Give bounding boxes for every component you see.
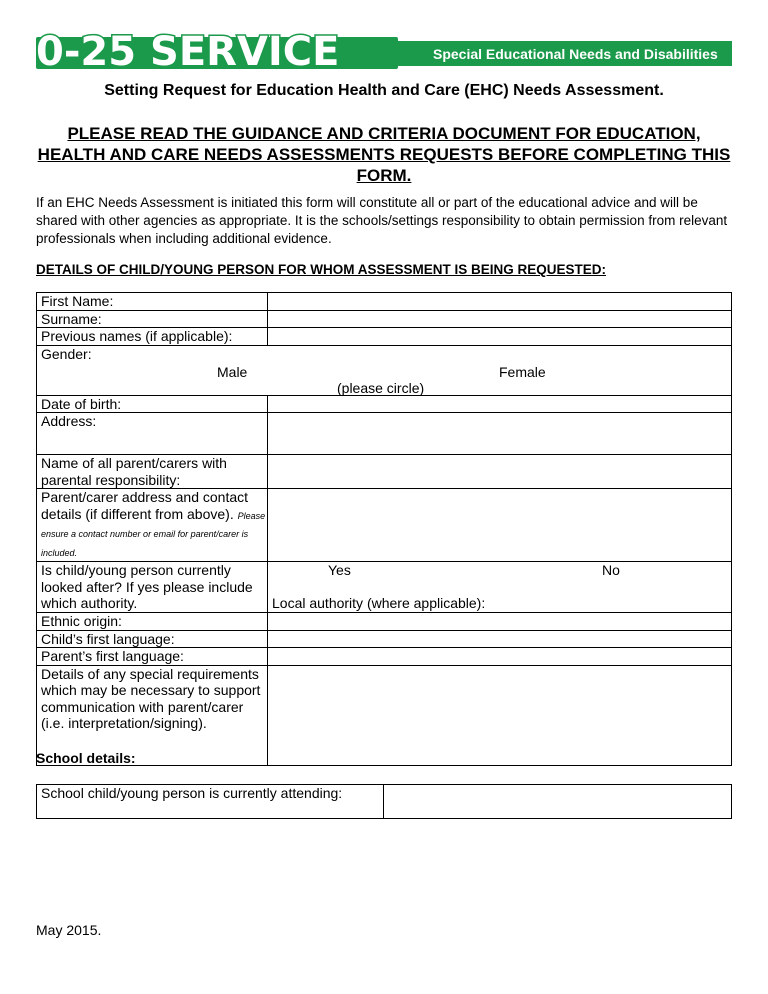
special-requirements-label: Details of any special requirements which may be necessary to support communication with parent/carer (i.e. interpretation/signing). [37, 665, 268, 765]
address-label: Address: [37, 413, 268, 455]
gender-female-option[interactable]: Female [499, 363, 546, 380]
dob-label: Date of birth: [37, 395, 268, 413]
footer-date: May 2015. [36, 922, 102, 938]
special-requirements-field[interactable] [268, 665, 732, 765]
please-circle-note: (please circle) [337, 379, 425, 396]
parent-address-field[interactable] [268, 489, 732, 562]
parent-language-label: Parent’s first language: [37, 648, 268, 666]
local-authority-label: Local authority (where applicable): [272, 595, 486, 611]
first-name-field[interactable] [268, 293, 732, 311]
looked-after-yes[interactable]: Yes [328, 562, 351, 578]
parent-language-field[interactable] [268, 648, 732, 666]
section-heading: DETAILS OF CHILD/YOUNG PERSON FOR WHOM ASSESSMENT IS BEING REQUESTED: [36, 262, 607, 277]
service-banner [36, 29, 732, 75]
gender-male-option[interactable]: Male [217, 363, 248, 380]
gender-row [37, 345, 732, 395]
child-language-field[interactable] [268, 630, 732, 648]
previous-names-field[interactable] [268, 328, 732, 346]
ethnic-origin-field[interactable] [268, 613, 732, 631]
surname-field[interactable] [268, 310, 732, 328]
gender-label: Gender: [41, 345, 92, 362]
looked-after-label: Is child/young person currently looked after? If yes please include which authority. [37, 562, 268, 613]
parents-field[interactable] [268, 455, 732, 489]
looked-after-cell [268, 562, 732, 613]
child-details-table [36, 292, 732, 766]
child-language-label: Child’s first language: [37, 630, 268, 648]
dob-field[interactable] [268, 395, 732, 413]
guidance-notice: PLEASE READ THE GUIDANCE AND CRITERIA DOCUMENT FOR EDUCATION, HEALTH AND CARE NEEDS ASSESSMENTS REQUESTS BEFORE COMPLETING THIS FORM. [37, 124, 731, 185]
address-field[interactable] [268, 413, 732, 455]
surname-label: Surname: [37, 310, 268, 328]
service-logo: 0-25 SERVICE [36, 29, 340, 75]
school-attending-label: School child/young person is currently attending: [37, 785, 384, 819]
previous-names-label: Previous names (if applicable): [37, 328, 268, 346]
first-name-label: First Name: [37, 293, 268, 311]
form-title: Setting Request for Education Health and Care (EHC) Needs Assessment. [104, 82, 664, 99]
looked-after-no[interactable]: No [602, 562, 620, 578]
intro-paragraph: If an EHC Needs Assessment is initiated this form will constitute all or part of the educational advice and will be shared with other agencies as appropriate. It is the schools/settings responsibility to obtain permission from relevant professionals when including additional evidence. [36, 195, 728, 246]
parent-address-label: Parent/carer address and contact details (if different from above). [41, 489, 249, 522]
parents-label: Name of all parent/carers with parental responsibility: [37, 455, 268, 489]
service-subtitle: Special Educational Needs and Disabilities [433, 46, 718, 62]
parent-address-cell [37, 489, 268, 562]
parent-address-note: Please ensure a contact number or email for parent/carer is included. [41, 510, 266, 558]
school-details-heading: School details: [36, 750, 136, 766]
school-attending-field[interactable] [384, 785, 732, 819]
school-details-table [36, 784, 732, 819]
ethnic-origin-label: Ethnic origin: [37, 613, 268, 631]
